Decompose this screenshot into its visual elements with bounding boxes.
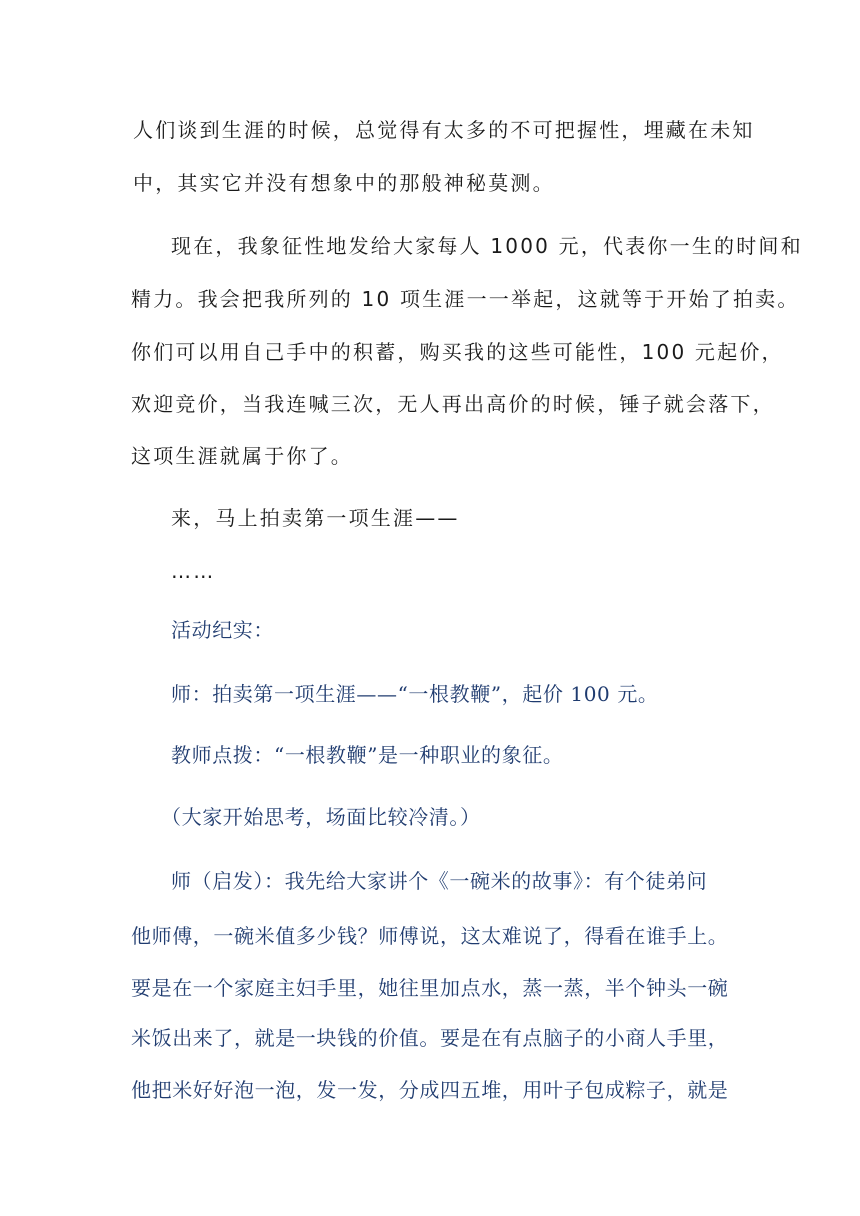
- story-line-4: 米饭出来了，就是一块钱的价值。要是在有点脑子的小商人手里，: [131, 1026, 729, 1050]
- intro-line-1: 人们谈到生涯的时候，总觉得有太多的不可把握性，埋藏在未知: [133, 118, 755, 142]
- rules-line-5: 这项生涯就属于你了。: [131, 444, 353, 468]
- start-line: 来，马上拍卖第一项生涯——: [171, 506, 460, 530]
- record-heading: 活动纪实：: [171, 618, 274, 642]
- story-line-5: 他把米好好泡一泡，发一发，分成四五堆，用叶子包成粽子，就是: [131, 1078, 729, 1102]
- ellipsis-line: ……: [171, 559, 216, 583]
- hint-line: 教师点拨：“一根教鞭”是一种职业的象征。: [171, 743, 564, 767]
- story-line-1: 师（启发）：我先给大家讲个《一碗米的故事》：有个徒弟问: [171, 869, 708, 893]
- scene-line: （大家开始思考，场面比较冷清。）: [161, 805, 481, 829]
- teacher-line: 师：拍卖第一项生涯——“一根教鞭”，起价 100 元。: [171, 682, 659, 706]
- story-line-2: 他师傅，一碗米值多少钱？师傅说，这太难说了，得看在谁手上。: [131, 924, 729, 948]
- intro-line-2: 中，其实它并没有想象中的那般神秘莫测。: [133, 171, 555, 195]
- rules-line-4: 欢迎竞价，当我连喊三次，无人再出高价的时候，锤子就会落下，: [131, 392, 775, 416]
- rules-line-1: 现在，我象征性地发给大家每人 1000 元，代表你一生的时间和: [171, 234, 803, 258]
- rules-line-2: 精力。我会把我所列的 10 项生涯一一举起，这就等于开始了拍卖。: [131, 287, 800, 311]
- rules-line-3: 你们可以用自己手中的积蓄，购买我的这些可能性，100 元起价，: [131, 340, 784, 364]
- story-line-3: 要是在一个家庭主妇手里，她往里加点水，蒸一蒸，半个钟头一碗: [131, 976, 729, 1000]
